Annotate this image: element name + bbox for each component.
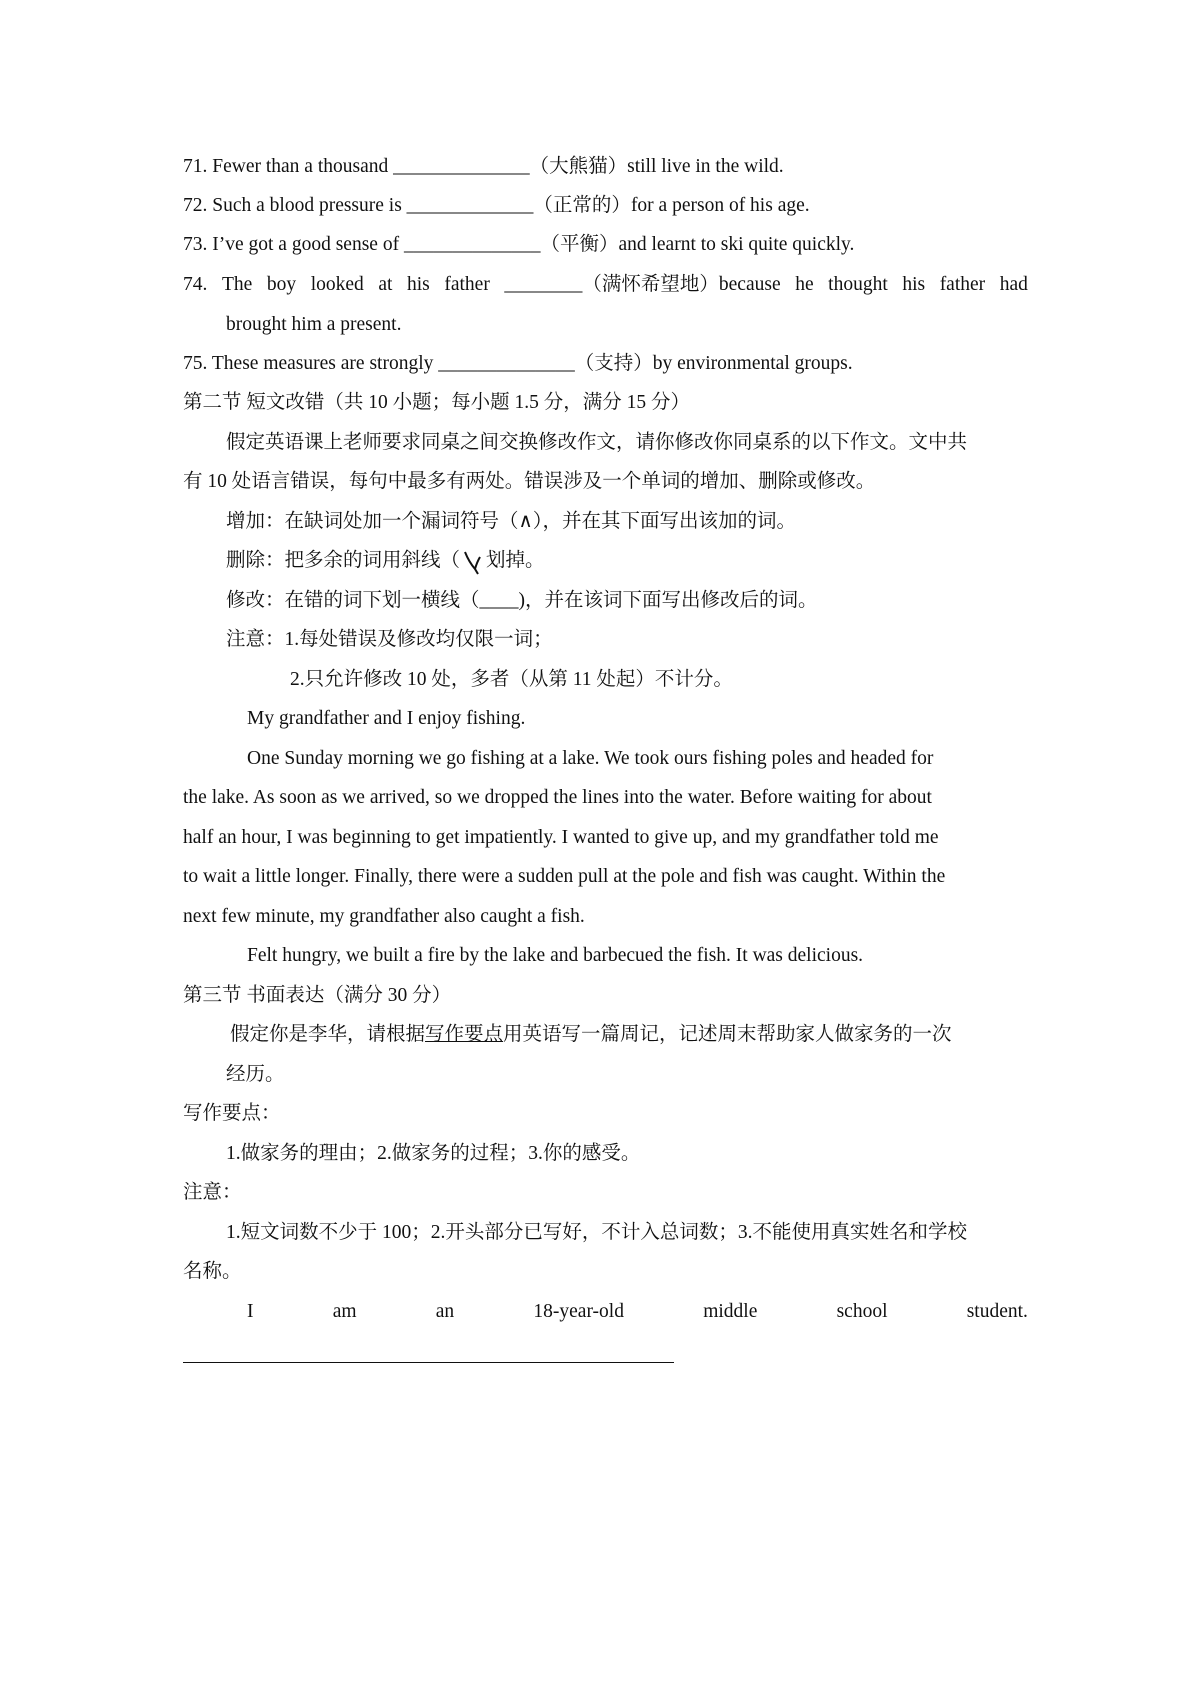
q75-stem: 75. These measures are strongly ______________（支持）	[183, 353, 653, 374]
opening-word: school	[836, 1301, 888, 1322]
section2-title: 第二节 短文改错（共 10 小题；每小题 1.5 分，满分 15 分）	[183, 392, 691, 413]
passage-line: Felt hungry, we built a fire by the lake and barbecued the fish. It was delicious.	[247, 945, 864, 966]
q72-tail: for a person of his age.	[630, 195, 810, 216]
passage-line: to wait a little longer. Finally, there were a sudden pull at the pole and fish was caught. Within the	[183, 866, 946, 887]
q74-word: father	[939, 274, 986, 295]
prompt-text: 假定你是李华，请根据	[230, 1024, 426, 1045]
opening-word: student.	[966, 1301, 1028, 1322]
points-heading: 写作要点：	[183, 1103, 281, 1124]
q73-tail: and learnt to ski quite quickly.	[618, 234, 855, 255]
q74-word: at	[378, 274, 393, 295]
question-74	[183, 273, 1028, 297]
passage-line: the lake. As soon as we arrived, so we dropped the lines into the water. Before waiting for about	[183, 787, 932, 808]
notes-heading: 注意：	[183, 1182, 242, 1203]
opening-word: I	[247, 1301, 254, 1322]
delete-rule	[226, 549, 545, 574]
q74-word: father	[444, 274, 490, 295]
modify-rule: 修改：在错的词下划一横线（____)，并在该词下面写出修改后的词。	[226, 590, 818, 611]
q71-stem: 71. Fewer than a thousand ______________（大熊猫）	[183, 156, 628, 177]
passage-line: next few minute, my grandfather also caught a fish.	[183, 906, 585, 927]
q74-line2: brought him a present.	[226, 314, 402, 335]
question-75	[183, 352, 853, 376]
q73-stem: 73. I’ve got a good sense of ______________（平衡）	[183, 234, 619, 255]
add-rule: 增加：在缺词处加一个漏词符号（∧），并在其下面写出该加的词。	[226, 511, 797, 532]
section2-intro-line2: 有 10 处语言错误，每句中最多有两处。错误涉及一个单词的增加、删除或修改。	[183, 471, 876, 492]
prompt-text-tail: 用英语写一篇周记，记述周末帮助家人做家务的一次	[503, 1024, 952, 1045]
prompt-underlined-text: 写作要点	[425, 1024, 504, 1045]
question-71	[183, 155, 784, 179]
writing-prompt	[230, 1023, 952, 1047]
delete-rule-tail: 划掉。	[486, 550, 545, 571]
opening-word: am	[332, 1301, 357, 1322]
passage-title: My grandfather and I enjoy fishing.	[247, 708, 526, 729]
delete-rule-text: 删除：把多余的词用斜线（	[226, 550, 461, 571]
q74-word: ________（满怀希望地）because	[504, 274, 781, 295]
section2-intro-line1: 假定英语课上老师要求同桌之间交换修改作文，请你修改你同桌系的以下作文。文中共	[226, 432, 968, 453]
q74-word: thought	[828, 274, 888, 295]
note-2: 2.只允许修改 10 处，多者（从第 11 处起）不计分。	[290, 669, 733, 690]
notes-line2: 名称。	[183, 1261, 242, 1282]
passage-line: One Sunday morning we go fishing at a lake. We took ours fishing poles and headed for	[247, 748, 934, 769]
answer-line[interactable]	[183, 1362, 674, 1363]
q74-word: he	[795, 274, 814, 295]
q74-word: his	[407, 274, 430, 295]
notes-line1: 1.短文词数不少于 100；2.开头部分已写好，不计入总词数；3.不能使用真实姓名和学校	[226, 1222, 968, 1243]
q74-word: had	[999, 274, 1028, 295]
q72-stem: 72. Such a blood pressure is _____________（正常的）	[183, 195, 631, 216]
opening-sentence	[247, 1300, 1028, 1324]
q74-word: boy	[266, 274, 297, 295]
note-1: 注意：1.每处错误及修改均仅限一词；	[226, 629, 553, 650]
opening-word: middle	[703, 1301, 758, 1322]
q74-word: his	[902, 274, 926, 295]
passage-line: half an hour, I was beginning to get impatiently. I wanted to give up, and my grandfather told me	[183, 827, 939, 848]
slash-mark-icon	[460, 550, 486, 574]
writing-prompt-line2: 经历。	[226, 1064, 285, 1085]
q74-word: looked	[310, 274, 364, 295]
writing-points: 1.做家务的理由；2.做家务的过程；3.你的感受。	[226, 1143, 641, 1164]
section3-title: 第三节 书面表达（满分 30 分）	[183, 985, 452, 1006]
q74-word: The	[221, 274, 253, 295]
q74-word: 74.	[183, 274, 208, 295]
question-72	[183, 194, 810, 218]
opening-word: 18-year-old	[533, 1301, 624, 1322]
q75-tail: by environmental groups.	[652, 353, 853, 374]
q71-tail: still live in the wild.	[627, 156, 784, 177]
opening-word: an	[435, 1301, 455, 1322]
question-73	[183, 233, 854, 257]
